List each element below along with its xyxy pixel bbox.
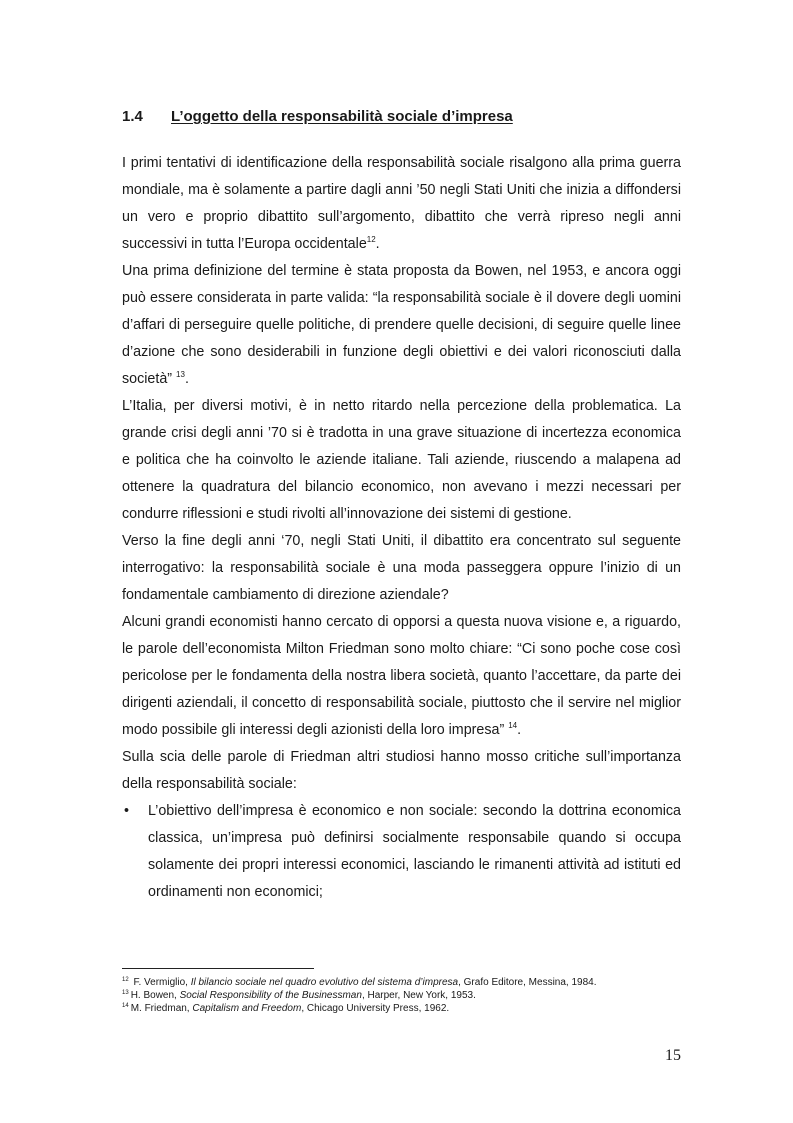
section-number: 1.4 <box>122 108 143 125</box>
footnote-ref[interactable]: 12 <box>366 235 376 244</box>
paragraph: Verso la fine degli anni ‘70, negli Stati Uniti, il dibattito era concentrato sul seguente interrogativo: la responsabilità sociale è una moda passeggera oppure l’inizio di un fondamentale cambiamento di direzione aziendale? <box>122 533 681 603</box>
footnote-ref[interactable]: 14 <box>508 721 518 730</box>
paragraph: Alcuni grandi economisti hanno cercato di opporsi a questa nuova visione e, a riguardo, le parole dell’economista Milton Friedman sono molto chiare: “Ci sono poche cose così pericolose per le fondamenta della nostra libera società, quanto l’accettare, da parte dei dirigenti aziendali, il concetto di responsabilità sociale, piuttosto che il servire nel miglior modo possibile gli interessi degli azionisti della loro impresa” $^{14}$. <box>122 614 681 738</box>
footnote-divider <box>122 968 314 969</box>
paragraph: Sulla scia delle parole di Friedman altri studiosi hanno mosso critiche sull’importanza della responsabilità sociale: <box>122 749 681 792</box>
paragraph: I primi tentativi di identificazione della responsabilità sociale risalgono alla prima guerra mondiale, ma è solamente a partire dagli anni ’50 negli Stati Uniti che inizia a diffondersi un vero e proprio dibattito sull’argomento, dibattito che verrà ripreso negli anni successivi in tutta l’Europa occidentale$^{12}$. <box>122 155 681 252</box>
section-title: L’oggetto della responsabilità sociale d’impresa <box>171 108 513 125</box>
paragraph: L’Italia, per diversi motivi, è in netto ritardo nella percezione della problematica. La grande crisi degli anni ’70 si è tradotta in una grave situazione di incertezza economica e politica che ha coinvolto le aziende italiane. Tali aziende, riuscendo a malapena ad ottenere la quadratura del bilancio economico, non avevano i mezzi necessari per condurre riflessioni e studi rivolti all’innovazione dei sistemi di gestione. <box>122 398 681 522</box>
paragraph: Una prima definizione del termine è stata proposta da Bowen, nel 1953, e ancora oggi può essere considerata in parte valida: “la responsabilità sociale è il dovere degli uomini d’affari di perseguire quelle politiche, di prendere quelle decisioni, di seguire quelle linee d’azione che sono desiderabili in funzione degli obiettivi e dei valori riconosciuti dalla società” $^{13}$. <box>122 263 681 387</box>
footnotes <box>122 976 682 1015</box>
footnote-item: $^{13}$ H. Bowen, Social Responsibility of the Businessman, Harper, New York, 1953. <box>122 990 476 1001</box>
list-item: • L’obiettivo dell’impresa è economico e non sociale: secondo la dottrina economica classica, un’impresa può definirsi socialmente responsabile quando si occupa solamente dei propri interessi economici, lasciando le rimanenti attività ad istituti ed ordinamenti non economici; <box>122 798 681 906</box>
section-heading <box>122 107 682 127</box>
body-text <box>122 150 681 906</box>
bullet-icon: • <box>124 803 130 819</box>
footnote-ref[interactable]: 13 <box>176 370 185 379</box>
footnote-item: $^{12}$ F. Vermiglio, Il bilancio sociale nel quadro evolutivo del sistema d’impresa, Grafo Editore, Messina, 1984. <box>122 977 597 988</box>
page-number: 15 <box>665 1047 681 1064</box>
footnote-item: $^{14}$ M. Friedman, Capitalism and Freedom, Chicago University Press, 1962. <box>122 1003 450 1014</box>
